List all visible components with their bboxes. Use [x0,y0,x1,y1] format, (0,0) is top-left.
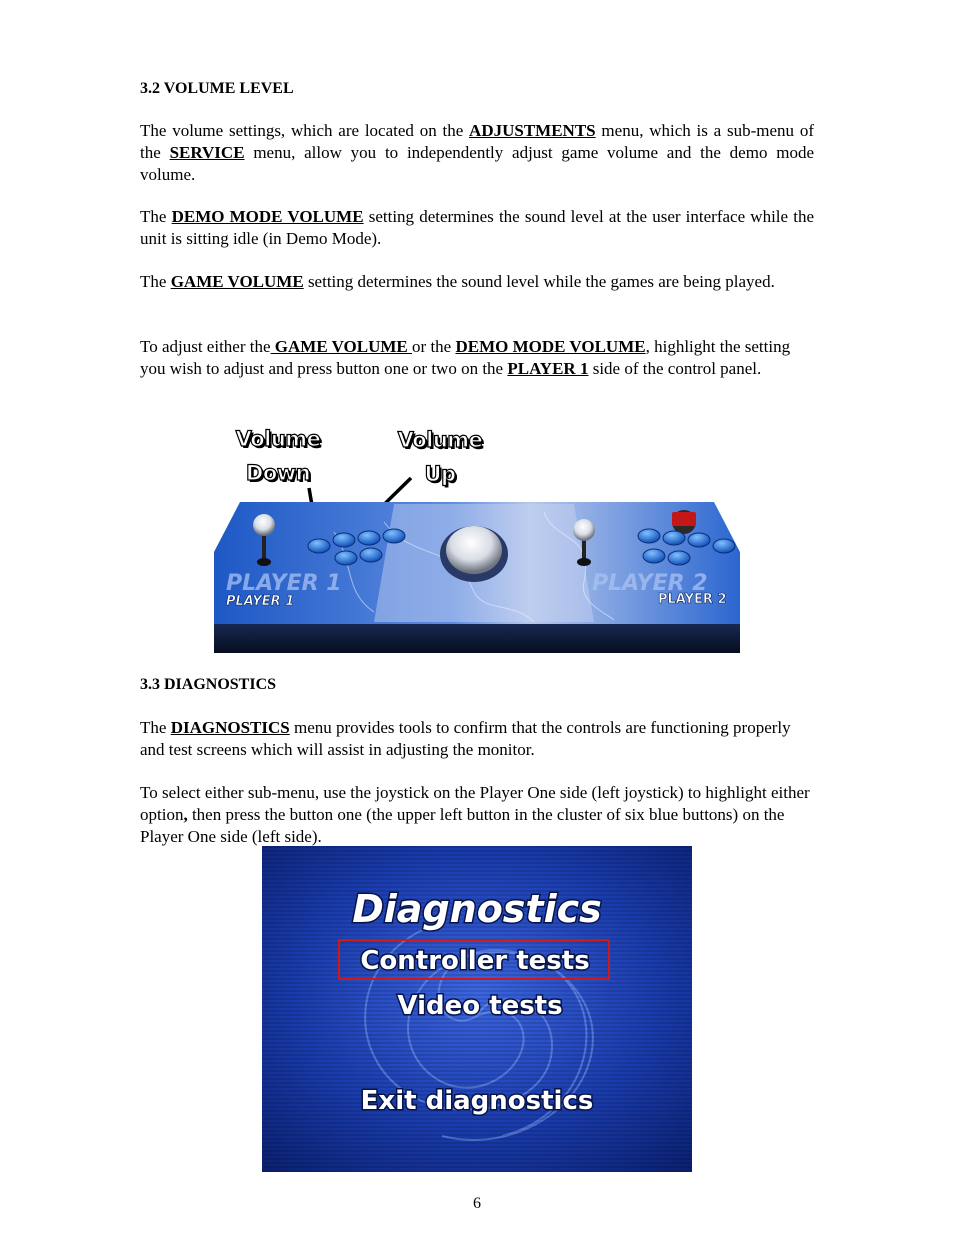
section-heading-volume: 3.2 VOLUME LEVEL [140,80,294,97]
paragraph-diagnostics-menu: The DIAGNOSTICS menu provides tools to confirm that the controls are functioning properly and test screens which will assist in adjusting the monitor. [140,718,791,759]
player1-label: PLAYER 1 [226,594,295,609]
menu-item-exit-diagnostics[interactable]: Exit diagnostics [360,1086,594,1116]
control-panel-image [214,502,740,653]
page-number: 6 [473,1195,481,1212]
paragraph-game-volume: The GAME VOLUME setting determines the sound level while the games are being played. [140,272,775,291]
keyword-game-volume-2: GAME VOLUME [270,337,413,356]
paragraph-demo-mode-volume: The DEMO MODE VOLUME setting determines the sound level at the user interface while the unit is sitting idle (in Demo Mode). [140,207,814,248]
menu-item-video-tests[interactable]: Video tests [397,991,563,1021]
diagnostics-screen-image [262,846,692,1172]
keyword-game-volume: GAME VOLUME [170,272,304,291]
paragraph-adjust-volume: To adjust either the GAME VOLUME or the DEMO MODE VOLUME, highlight the setting you wish to adjust and press button one or two on the PLAYER 1 side of the control panel. [140,337,795,378]
keyword-demo-mode-volume-2: DEMO MODE VOLUME [455,337,646,356]
keyword-diagnostics: DIAGNOSTICS [170,718,290,737]
menu-item-controller-tests[interactable]: Controller tests [360,946,590,976]
volume-down-caption: Volume Down [235,427,321,485]
paragraph-select-submenu: To select either sub-menu, use the joystick on the Player One side (left joystick) to highlight either option, then press the button one (the upper left button in the cluster of six blue buttons) on the Player One side (left side). [140,783,810,846]
section-heading-diagnostics: 3.3 DIAGNOSTICS [140,676,277,693]
player2-label: PLAYER 2 [658,592,727,607]
player1-large-label: PLAYER 1 [226,571,342,596]
volume-arrows [0,0,954,560]
paragraph-volume-settings: The volume settings, which are located on the ADJUSTMENTS menu, which is a sub-menu of the SERVICE menu, allow you to independently adjust game volume and the demo mode volume. [140,121,814,184]
keyword-service: SERVICE [169,143,245,162]
player2-large-label: PLAYER 2 [592,571,708,596]
volume-up-caption: Volume Up [397,428,483,486]
keyword-adjustments: ADJUSTMENTS [469,121,596,140]
keyword-player-1: PLAYER 1 [507,359,589,378]
keyword-demo-mode-volume: DEMO MODE VOLUME [171,207,364,226]
diagnostics-title: Diagnostics [352,887,602,931]
